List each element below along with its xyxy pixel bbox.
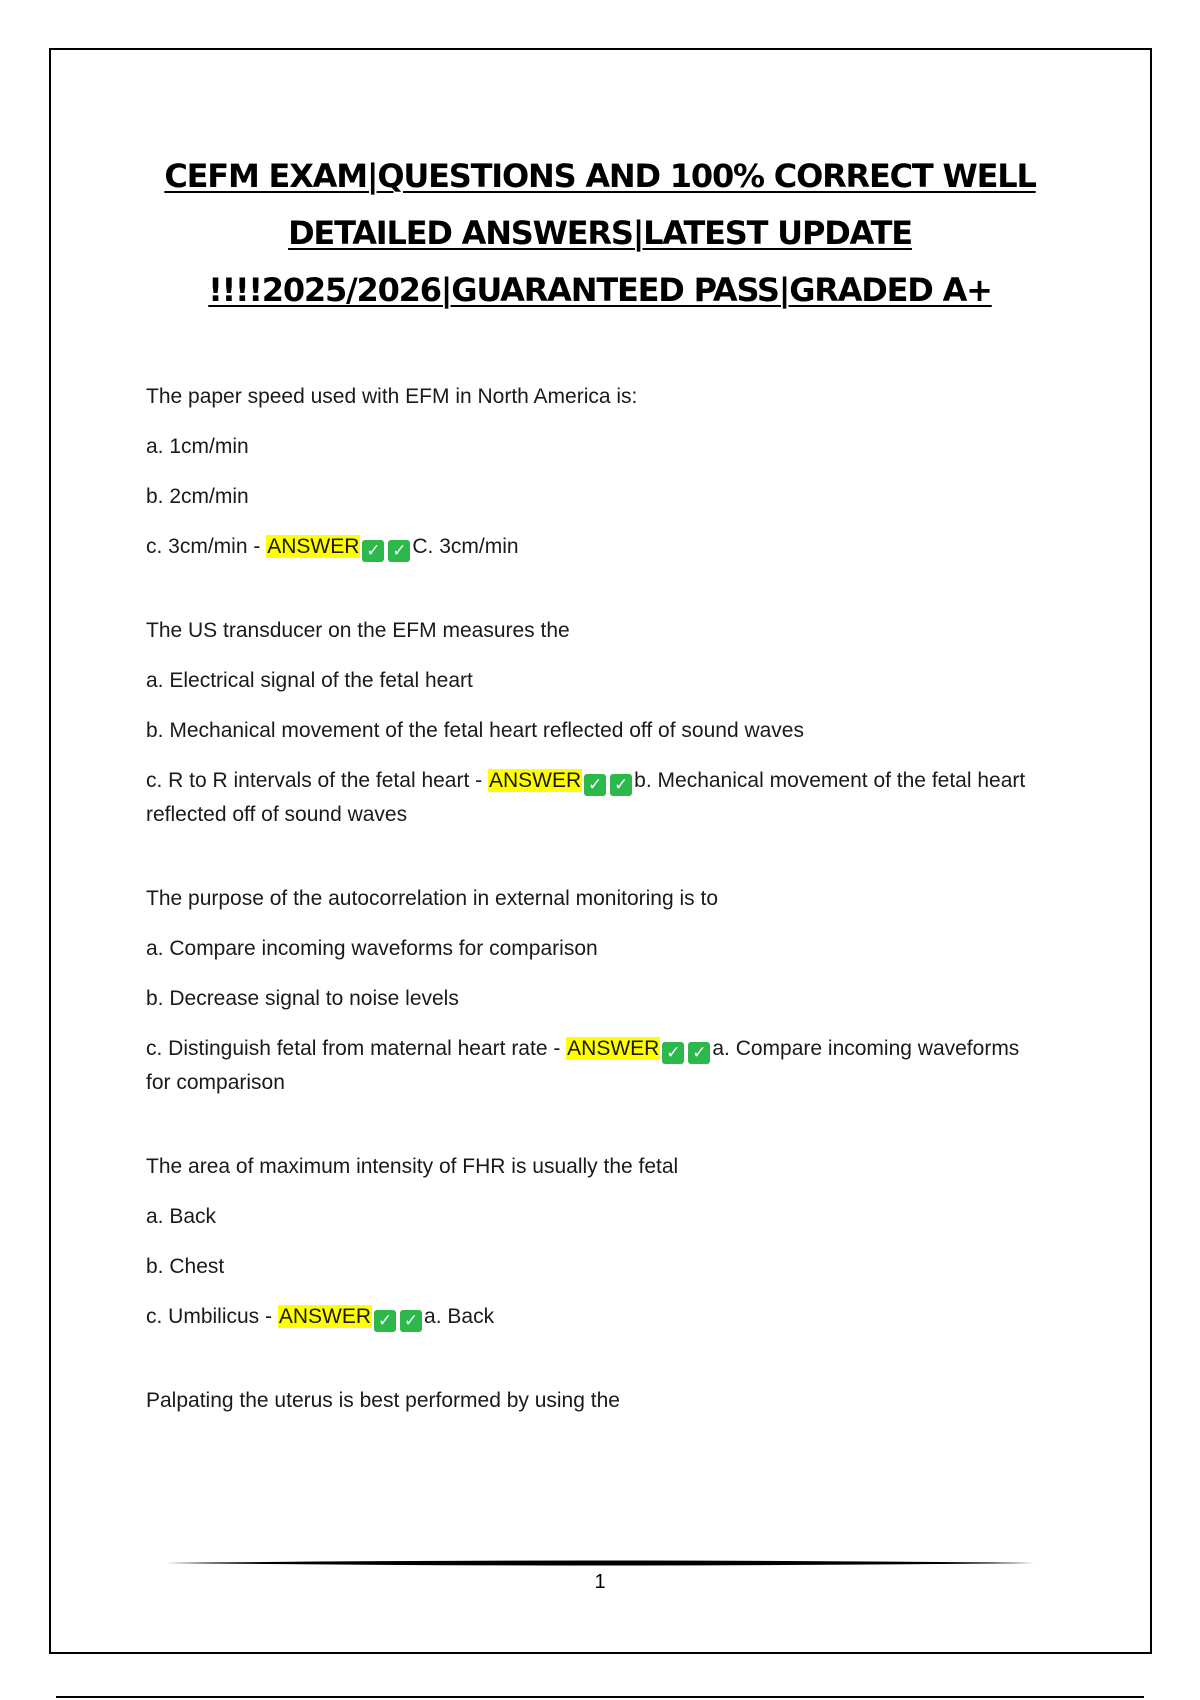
title-line-2: DETAILED ANSWERS|LATEST UPDATE bbox=[288, 214, 912, 252]
question-1-option-b: b. 2cm/min bbox=[146, 485, 249, 508]
question-3-answer: a. Compare incoming waveforms for comparison bbox=[146, 1037, 1020, 1094]
question-2-answer: b. Mechanical movement of the fetal heart reflected off of sound waves bbox=[146, 769, 1026, 826]
spacer bbox=[146, 1334, 1046, 1384]
check-icon: ✓ bbox=[400, 1310, 422, 1332]
answer-label: ANSWER bbox=[267, 535, 360, 558]
question-4-prompt: The area of maximum intensity of FHR is usually the fetal bbox=[146, 1155, 679, 1178]
check-icon: ✓ bbox=[362, 540, 384, 562]
title-line-3: !!!!2025/2026|GUARANTEED PASS|GRADED A+ bbox=[208, 271, 992, 309]
question-4-answer: a. Back bbox=[424, 1305, 495, 1328]
check-icon: ✓ bbox=[662, 1042, 684, 1064]
question-1-option-c bbox=[146, 530, 1046, 564]
answer-label: ANSWER bbox=[488, 769, 582, 792]
check-icon: ✓ bbox=[388, 540, 410, 562]
question-3-option-c-text: c. Distinguish fetal from maternal heart rate - bbox=[146, 1037, 567, 1060]
next-page-edge bbox=[56, 1696, 1144, 1698]
question-5-prompt: Palpating the uterus is best performed by using the bbox=[146, 1389, 620, 1412]
check-icon: ✓ bbox=[610, 774, 632, 796]
question-2-option-a: a. Electrical signal of the fetal heart bbox=[146, 669, 473, 692]
question-1-answer: C. 3cm/min bbox=[412, 535, 519, 558]
document-title bbox=[130, 148, 1070, 319]
question-1-option-c-text: c. 3cm/min - bbox=[146, 535, 267, 558]
question-4-option-a: a. Back bbox=[146, 1205, 217, 1228]
check-icon: ✓ bbox=[374, 1310, 396, 1332]
question-4-option-b: b. Chest bbox=[146, 1255, 225, 1278]
question-4 bbox=[146, 1150, 1046, 1334]
question-2-option-c-text: c. R to R intervals of the fetal heart - bbox=[146, 769, 488, 792]
answer-label: ANSWER bbox=[278, 1305, 372, 1328]
question-3-option-a: a. Compare incoming waveforms for comparison bbox=[146, 937, 598, 960]
question-2-option-c bbox=[146, 764, 1046, 832]
question-3-prompt: The purpose of the autocorrelation in external monitoring is to bbox=[146, 887, 718, 910]
check-icon: ✓ bbox=[584, 774, 606, 796]
question-3-option-c bbox=[146, 1032, 1046, 1100]
check-icon: ✓ bbox=[688, 1042, 710, 1064]
question-4-option-c bbox=[146, 1300, 1046, 1334]
question-3 bbox=[146, 882, 1046, 1100]
question-1-option-a: a. 1cm/min bbox=[146, 435, 249, 458]
question-5 bbox=[146, 1384, 1046, 1418]
question-3-option-b: b. Decrease signal to noise levels bbox=[146, 987, 459, 1010]
question-4-option-c-text: c. Umbilicus - bbox=[146, 1305, 278, 1328]
question-2-option-b: b. Mechanical movement of the fetal heart reflected off of sound waves bbox=[146, 719, 804, 742]
question-1-prompt: The paper speed used with EFM in North America is: bbox=[146, 385, 638, 408]
question-2 bbox=[146, 614, 1046, 832]
page-number: 1 bbox=[594, 1571, 606, 1593]
footer-divider bbox=[165, 1560, 1035, 1566]
question-1 bbox=[146, 380, 1046, 564]
question-2-prompt: The US transducer on the EFM measures the bbox=[146, 619, 570, 642]
question-list bbox=[146, 380, 1046, 1434]
spacer bbox=[146, 832, 1046, 882]
spacer bbox=[146, 564, 1046, 614]
spacer bbox=[146, 1100, 1046, 1150]
answer-label: ANSWER bbox=[567, 1037, 660, 1060]
title-line-1: CEFM EXAM|QUESTIONS AND 100% CORRECT WELL bbox=[164, 157, 1036, 195]
